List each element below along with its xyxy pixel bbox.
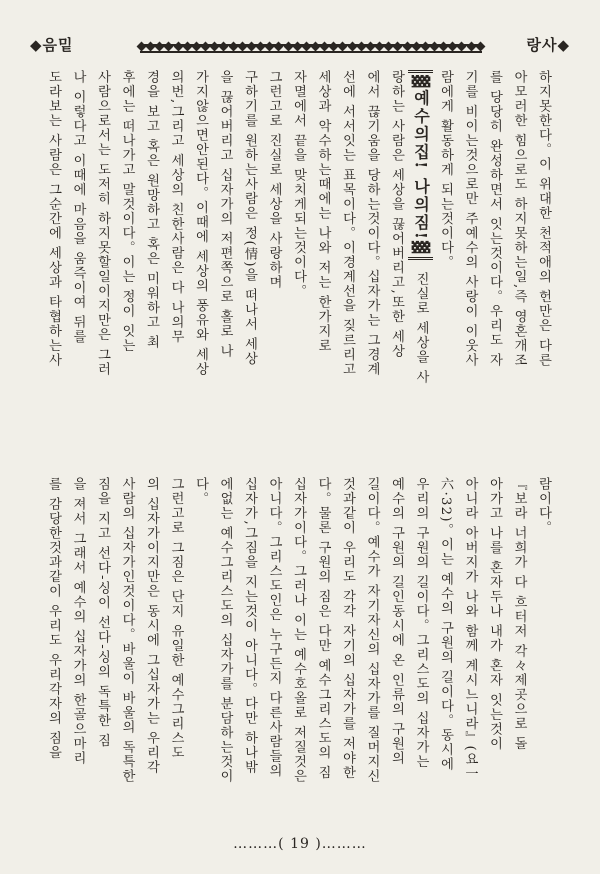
text-line: 경을 보고 혹은 원망하고 혹은 미워하고 최 bbox=[144, 70, 159, 350]
text-line: 람에게 활동하게 되는것이다。 bbox=[438, 70, 453, 270]
text-line: 그런고로 진실로 세상을 사랑하며 bbox=[266, 70, 282, 290]
running-head-right: 랑사◆ bbox=[526, 36, 570, 54]
text-line: 의 십자가이지만은 동시에 그십자가는 우리각 bbox=[144, 477, 159, 775]
upper-text-block bbox=[30, 70, 555, 455]
section-heading: ▓예수의집! 나의짐!▓ bbox=[408, 70, 433, 260]
lower-text-block bbox=[30, 477, 555, 832]
text-line: 에서 끊기움을 당하는것이다。십자가는 그경계 bbox=[364, 70, 380, 377]
text-line: 길이다。예수가 자기자신의 십자가를 질머지신 bbox=[364, 477, 380, 784]
body-paragraph bbox=[41, 477, 188, 832]
text-line: 다。 bbox=[193, 477, 208, 506]
text-line: 를 당당히 완성하면서 잇는것이다。우리도 자 bbox=[487, 70, 502, 368]
text-line: 아니라 아버지가 나와 함께 계시느니라』(요一 bbox=[462, 477, 478, 781]
section-paragraph bbox=[286, 70, 433, 455]
header-diamond-ornaments bbox=[138, 38, 484, 54]
text-line: 를 감당한것과같이 우리도 우리각자의 짐을 bbox=[46, 477, 61, 760]
text-line: 우리의 구원의 길이다。그리스도의 십자가는 bbox=[413, 477, 429, 769]
page-header bbox=[30, 34, 570, 60]
text-line: 사람으로서는 도저히 하지못할일이지만은 그러 bbox=[95, 70, 110, 377]
text-line: 짐을 지고 선다-싱이 선다-싱의 독특한 짐 bbox=[95, 477, 110, 748]
text-line: 십자가이다。그러나 이는 예수호올로 저질것은 bbox=[291, 477, 306, 784]
text-line: 아가고 나를 혼자두나 내가 혼자 잇는것이 bbox=[487, 477, 502, 751]
quote-paragraph bbox=[188, 477, 531, 832]
text-line: 의번,그리고 세상의 친한사람은 다 나의무 bbox=[168, 70, 184, 344]
text-line: 십자가,그짐을 지는것이 아니다。다만 하나밖 bbox=[242, 477, 257, 775]
text-line: 예수의 구원의 길인동시에 온 인류의 구원의 bbox=[389, 477, 404, 766]
text-line: 진실로 세상을 사 bbox=[413, 271, 429, 385]
text-line: 후에는 떠나가고 말것이다。이는 정이 잇는 bbox=[119, 70, 135, 353]
text-line: 랑하는 사람은 세상을 끊어버리고,또한 세상 bbox=[389, 70, 404, 359]
text-line: 을 끊어버리고 십자가의 저편쪽으로 홀로 나 bbox=[217, 70, 233, 359]
text-line: 아모러한 힘으로도 하지못하는일,즉 영혼개조 bbox=[511, 70, 527, 368]
text-line: 그런고로 그짐은 단지 유일한 예수그리스도 bbox=[168, 477, 184, 760]
text-line: 에없는 예수그리스도의 십자가를 분담하는것이 bbox=[217, 477, 233, 784]
text-line: 도라보는 사람은 그순간에 세상과 타협하는사 bbox=[46, 70, 61, 368]
continuation-paragraph bbox=[531, 477, 556, 832]
body-paragraph bbox=[41, 70, 286, 455]
text-line: 사람의 십자가인것이다。바울이 바울의 독특한 bbox=[119, 477, 135, 784]
text-line: 을 져서 그래서 예수의 십자가의 한골으마리 bbox=[70, 477, 86, 766]
page-number: ………( 19 )……… bbox=[233, 836, 367, 852]
text-line: 나 이렇다고 이때에 마음을 움즉이여 뒤를 bbox=[70, 70, 86, 344]
text-line: 자멸에서 끝을 맞치게되는것이다。 bbox=[291, 70, 306, 299]
text-line: 기를 비이는것으로만 주예수의 사랑이 이웃사 bbox=[462, 70, 478, 368]
intro-paragraph bbox=[433, 70, 556, 455]
text-line: 구하기를 원하는사람은 정(情)을 떠나서 세상 bbox=[242, 70, 257, 366]
text-line: 아니다。그리스도인은 누구든지 다른사람들의 bbox=[266, 477, 282, 778]
text-line: 람이다。 bbox=[536, 477, 551, 535]
text-line: 『보라 너희가 다 흐터저 각々제곳으로 돌 bbox=[511, 477, 527, 751]
text-line: 六·32)。이는 예수의 구원의 길이다。동시에 bbox=[438, 477, 453, 772]
running-head-left: ◆음밑 bbox=[30, 36, 74, 54]
text-line: 것과같이 우리도 각각 자기의 십자가를 저야한 bbox=[340, 477, 355, 780]
text-line: 하지못한다。이 위대한 천적애의 헌만은 다른 bbox=[536, 70, 551, 368]
text-line: 다。물론 구원의 짐은 다만 예수그리스도의 짐 bbox=[315, 477, 331, 780]
text-line: 세상과 악수하는때에는 나와 저는 한가지로 bbox=[315, 70, 331, 353]
text-line: 선에 서서잇는 표목이다。이경계선을 짖르리고 bbox=[340, 70, 355, 377]
text-line: 가지않으면안된다。이때에 세상의 풍유와 세상 bbox=[193, 70, 208, 377]
